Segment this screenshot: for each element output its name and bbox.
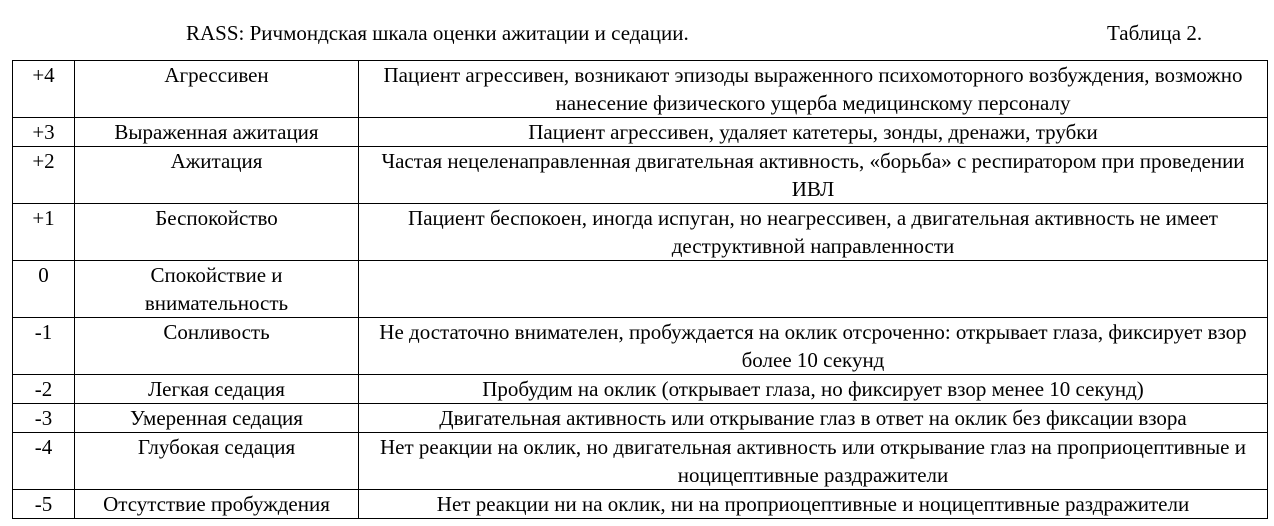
term-cell: Ажитация [75,147,359,204]
score-cell: -3 [13,404,75,433]
term-cell: Сонливость [75,318,359,375]
term-cell: Легкая седация [75,375,359,404]
caption-title: RASS: Ричмондская шкала оценки ажитации и седации. [186,21,689,45]
score-cell: -1 [13,318,75,375]
score-cell: +4 [13,61,75,118]
table-caption [0,18,1274,48]
description-cell: Частая нецеленаправленная двигательная активность, «борьба» с респиратором при проведении ИВЛ [359,147,1268,204]
term-cell: Беспокойство [75,204,359,261]
description-cell: Пациент беспокоен, иногда испуган, но неагрессивен, а двигательная активность не имеет деструктивной направленности [359,204,1268,261]
term-cell: Умеренная седация [75,404,359,433]
description-cell: Пробудим на оклик (открывает глаза, но фиксирует взор менее 10 секунд) [359,375,1268,404]
table-row [13,118,1268,147]
description-cell: Пациент агрессивен, удаляет катетеры, зонды, дренажи, трубки [359,118,1268,147]
table-row [13,147,1268,204]
table-row [13,261,1268,318]
table-row [13,433,1268,490]
description-cell: Нет реакции ни на оклик, ни на проприоцептивные и ноцицептивные раздражители [359,490,1268,519]
caption-table-number: Таблица 2. [1107,21,1203,45]
score-cell: -5 [13,490,75,519]
table-row [13,61,1268,118]
rass-table [12,60,1268,519]
score-cell: 0 [13,261,75,318]
table-row [13,375,1268,404]
term-cell: Выраженная ажитация [75,118,359,147]
description-cell: Не достаточно внимателен, пробуждается на оклик отсроченно: открывает глаза, фиксирует взор более 10 секунд [359,318,1268,375]
table-row [13,404,1268,433]
score-cell: -2 [13,375,75,404]
score-cell: -4 [13,433,75,490]
term-cell: Агрессивен [75,61,359,118]
term-cell: Отсутствие пробуждения [75,490,359,519]
term-cell: Глубокая седация [75,433,359,490]
description-cell [359,261,1268,318]
term-cell: Спокойствие и внимательность [75,261,359,318]
score-cell: +2 [13,147,75,204]
score-cell: +1 [13,204,75,261]
description-cell: Двигательная активность или открывание глаз в ответ на оклик без фиксации взора [359,404,1268,433]
table-row [13,318,1268,375]
table-row [13,490,1268,519]
description-cell: Пациент агрессивен, возникают эпизоды выраженного психомоторного возбуждения, возможно нанесение физического ущерба медицинскому персоналу [359,61,1268,118]
score-cell: +3 [13,118,75,147]
table-row [13,204,1268,261]
description-cell: Нет реакции на оклик, но двигательная активность или открывание глаз на проприоцептивные и ноцицептивные раздражители [359,433,1268,490]
